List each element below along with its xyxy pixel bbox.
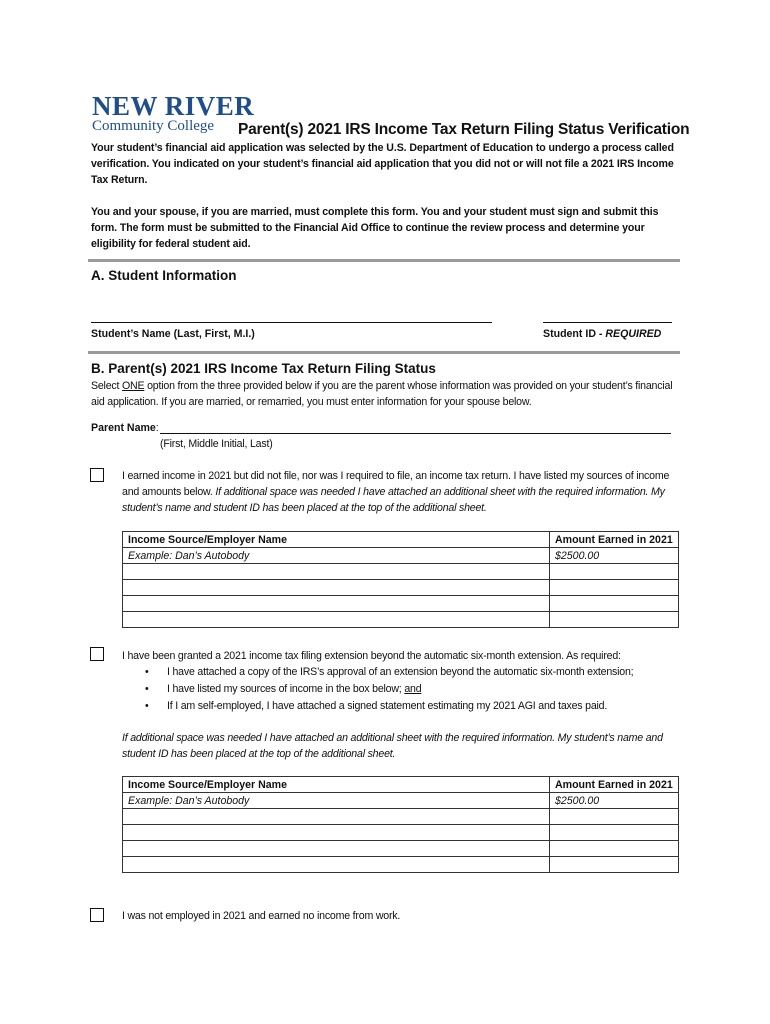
student-id-field[interactable]: [543, 322, 672, 323]
table-row[interactable]: [123, 564, 679, 580]
student-name-field[interactable]: [91, 322, 492, 323]
required-note: REQUIRED: [605, 328, 662, 340]
amount-cell[interactable]: [550, 596, 679, 612]
example-source-cell: Example: Dan’s Autobody: [123, 793, 550, 809]
table-row[interactable]: [123, 596, 679, 612]
table-header-row: [123, 532, 679, 548]
logo-line1: NEW RIVER: [92, 91, 255, 121]
amount-cell[interactable]: [550, 580, 679, 596]
student-id-label: Student ID - REQUIRED: [543, 328, 662, 340]
amount-cell[interactable]: [550, 841, 679, 857]
option2-additional-note: If additional space was needed I have attached an additional sheet with the required information. My student’s name and student ID has been placed at the top of the additional sheet.: [122, 732, 663, 760]
income-table-2: [122, 776, 679, 873]
example-amount-cell: $2500.00: [550, 548, 679, 564]
intro-paragraph-2: You and your spouse, if you are married, must complete this form. You and your student must sign and submit this form. The form must be submitted to the Financial Aid Office to continue the review process and determine your eligibility for federal student aid.: [91, 206, 659, 250]
source-cell[interactable]: [123, 841, 550, 857]
table-row[interactable]: [123, 841, 679, 857]
student-name-label: Student’s Name (Last, First, M.I.): [91, 328, 255, 340]
option2-checkbox[interactable]: [90, 647, 104, 661]
source-cell[interactable]: [123, 612, 550, 628]
income-table-1: [122, 531, 679, 628]
option2-text: I have been granted a 2021 income tax filing extension beyond the automatic six-month extension. As required:: [122, 650, 621, 662]
col-amount-header: Amount Earned in 2021: [550, 777, 679, 793]
section-divider: [88, 259, 680, 262]
parent-name-field[interactable]: [160, 433, 671, 434]
amount-cell[interactable]: [550, 809, 679, 825]
table-row: [123, 793, 679, 809]
option1-checkbox[interactable]: [90, 468, 104, 482]
table-row[interactable]: [123, 580, 679, 596]
amount-cell[interactable]: [550, 857, 679, 873]
source-cell[interactable]: [123, 596, 550, 612]
col-income-source-header: Income Source/Employer Name: [123, 777, 550, 793]
source-cell[interactable]: [123, 825, 550, 841]
table-row[interactable]: [123, 857, 679, 873]
source-cell[interactable]: [123, 809, 550, 825]
table-header-row: [123, 777, 679, 793]
table-row[interactable]: [123, 612, 679, 628]
college-logo: [92, 93, 254, 134]
logo-line2: Community College: [92, 118, 215, 134]
section-b-heading: B. Parent(s) 2021 IRS Income Tax Return Filing Status: [91, 361, 436, 376]
list-item: • I have listed my sources of income in the box below; and: [145, 681, 633, 698]
source-cell[interactable]: [123, 857, 550, 873]
source-cell[interactable]: [123, 564, 550, 580]
option2-bullet-list: [145, 664, 633, 715]
list-item: • If I am self-employed, I have attached a signed statement estimating my 2021 AGI and taxes paid.: [145, 698, 633, 715]
option3-checkbox[interactable]: [90, 908, 104, 922]
example-source-cell: Example: Dan’s Autobody: [123, 548, 550, 564]
form-title: Parent(s) 2021 IRS Income Tax Return Filing Status Verification: [238, 121, 690, 138]
section-a-heading: A. Student Information: [91, 268, 237, 283]
amount-cell[interactable]: [550, 825, 679, 841]
col-income-source-header: Income Source/Employer Name: [123, 532, 550, 548]
list-item: • I have attached a copy of the IRS’s approval of an extension beyond the automatic six-month extension;: [145, 664, 633, 681]
amount-cell[interactable]: [550, 564, 679, 580]
section-b-instructions: Select ONE option from the three provided below if you are the parent whose information was provided on your student’s financial aid application. If you are married, or remarried, you must enter information for your spouse below.: [91, 380, 673, 408]
parent-name-hint: (First, Middle Initial, Last): [160, 438, 273, 450]
option1-text: I earned income in 2021 but did not file, nor was I required to file, an income tax return. I have listed my sources of income and amounts below. If additional space was needed I have attached an additional sheet with the required information. My student’s name and student ID has been placed at the top of the additional sheet.: [122, 470, 670, 514]
col-amount-header: Amount Earned in 2021: [550, 532, 679, 548]
example-amount-cell: $2500.00: [550, 793, 679, 809]
intro-paragraph-1: Your student’s financial aid application was selected by the U.S. Department of Education to undergo a process called verification. You indicated on your student’s financial aid application that you did not or will not file a 2021 IRS Income Tax Return.: [91, 142, 674, 186]
table-row[interactable]: [123, 825, 679, 841]
option3-text: I was not employed in 2021 and earned no income from work.: [122, 910, 401, 922]
section-divider: [88, 351, 680, 354]
amount-cell[interactable]: [550, 612, 679, 628]
table-row[interactable]: [123, 809, 679, 825]
source-cell[interactable]: [123, 580, 550, 596]
parent-name-label: Parent Name:: [91, 422, 159, 434]
table-row: [123, 548, 679, 564]
